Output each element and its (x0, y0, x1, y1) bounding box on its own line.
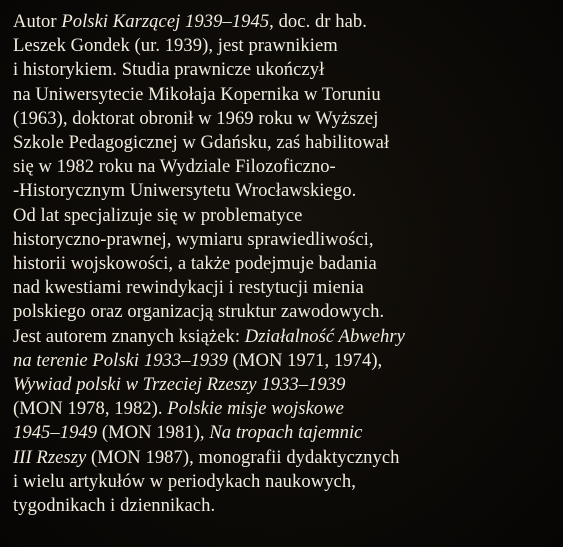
book-title-dzialalnosc-abwehry-cont: na terenie Polski 1933–1939 (13, 349, 228, 371)
bio-line-7: się w 1982 roku na Wydziale Filozoficzno- (13, 156, 336, 178)
bio-text: (MON 1981), (97, 422, 210, 444)
book-title-dzialalnosc-abwehry: Działalność Abwehry (244, 325, 405, 347)
book-title-polski-karzacej: Polski Karzącej 1939–1945 (61, 11, 270, 32)
bio-line-3: i historykiem. Studia prawnicze ukończył (13, 59, 325, 81)
book-title-wywiad-polski: Wywiad polski w Trzeciej Rzeszy 1933–1939 (13, 374, 346, 396)
bio-line-8: -Historycznym Uniwersytetu Wrocławskiego. (13, 180, 357, 202)
bio-line-12: nad kwestiami rewindykacji i restytucji mienia (13, 277, 364, 299)
book-title-na-tropach-cont: III Rzeszy (13, 446, 87, 468)
bio-text: Autor (13, 11, 62, 32)
bio-line-20: i wielu artykułów w periodykach naukowych, (13, 470, 356, 492)
author-bio-paragraph (13, 10, 557, 518)
bio-text: (MON 1971, 1974), (227, 349, 383, 371)
bio-line-10: historyczno-prawnej, wymiaru sprawiedliwości, (13, 228, 374, 250)
bio-text: , doc. dr hab. (269, 11, 367, 32)
bio-line-14 (13, 325, 557, 349)
bio-text: (MON 1978, 1982). (13, 398, 168, 420)
bio-line-4: na Uniwersytecie Mikołaja Kopernika w Toruniu (13, 83, 381, 105)
bio-line-11: historii wojskowości, a także podejmuje badania (13, 253, 377, 275)
bio-text: (MON 1987), monografii dydaktycznych (86, 446, 400, 468)
book-title-polskie-misje-cont: 1945–1949 (13, 422, 98, 444)
bio-line-15 (13, 349, 557, 373)
bio-line-21: tygodnikach i dziennikach. (13, 495, 216, 517)
bio-line-18 (13, 421, 557, 445)
book-title-na-tropach: Na tropach tajemnic (209, 422, 363, 444)
bio-line-2: Leszek Gondek (ur. 1939), jest prawnikiem (13, 35, 338, 57)
bio-line-9: Od lat specjalizuje się w problematyce (13, 204, 303, 226)
bio-line-5: (1963), doktorat obronił w 1969 roku w Wyższej (13, 107, 379, 129)
bio-line-1 (13, 10, 557, 34)
bio-line-17 (13, 397, 557, 421)
bio-line-6: Szkole Pedagogicznej w Gdańsku, zaś habilitował (13, 132, 390, 154)
bio-text: Jest autorem znanych książek: (13, 325, 245, 347)
bio-line-19 (13, 446, 557, 470)
bio-line-13: polskiego oraz organizacją struktur zawodowych. (13, 301, 385, 323)
bio-line-16 (13, 373, 557, 397)
book-title-polskie-misje: Polskie misje wojskowe (167, 398, 344, 420)
